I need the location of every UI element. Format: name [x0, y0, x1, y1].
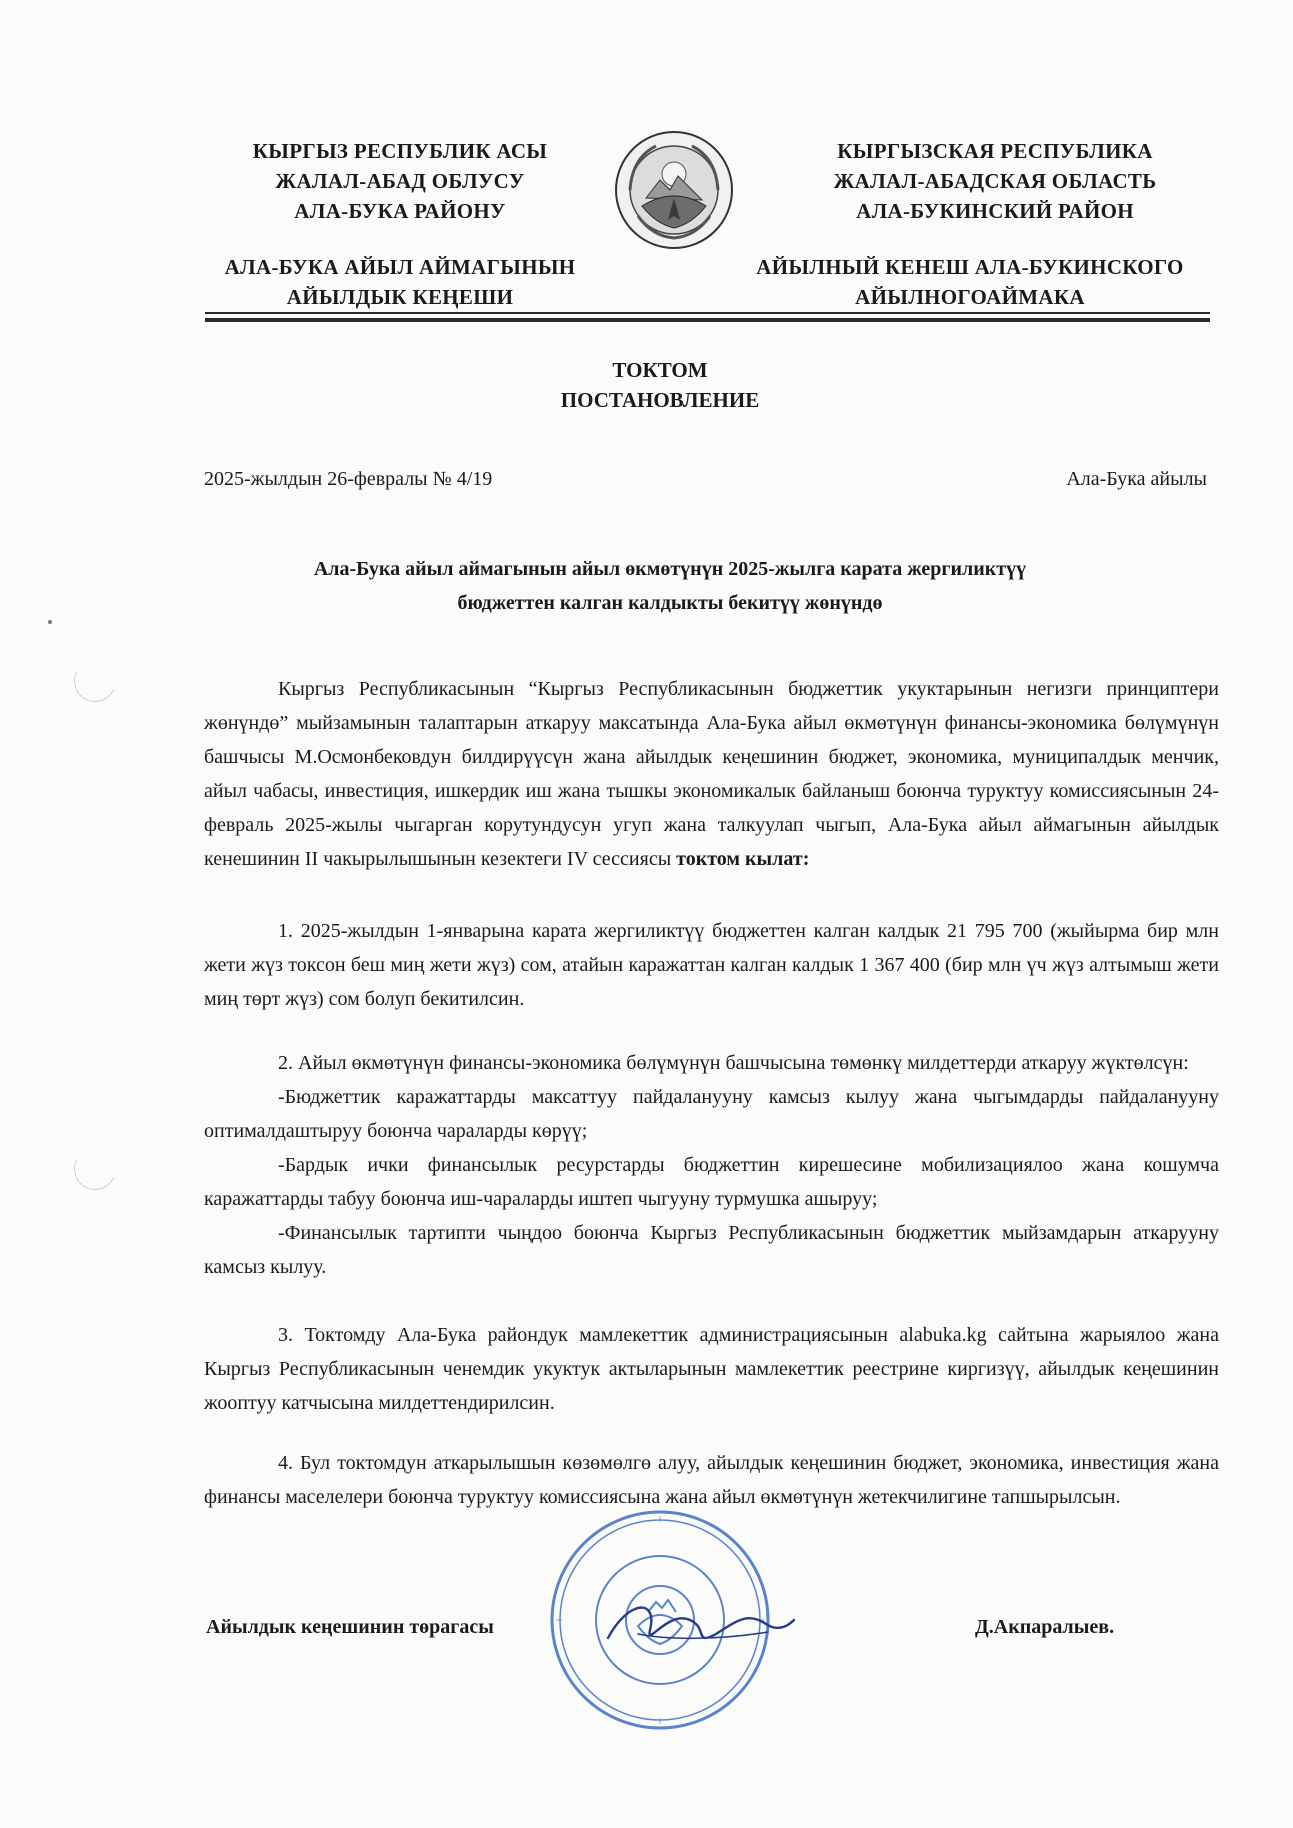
clause-1 [204, 914, 1219, 1016]
clause-2-item: -Финансылык тартипти чыңдоо боюнча Кыргыз Республикасынын бюджеттик мыйзамдарын аткарууну камсыз кылуу. [204, 1222, 1219, 1278]
signatory-name: Д.Акпаралыев. [975, 1616, 1115, 1638]
header-line: АЛА-БУКА РАЙОНУ [294, 199, 506, 223]
header-line: КЫРГЫЗСКАЯ РЕСПУБЛИКА [837, 139, 1153, 163]
header-line: АЛА-БУКА АЙЫЛ АЙМАГЫНЫН [224, 255, 576, 279]
document-place: Ала-Бука айылы [1066, 468, 1207, 490]
council-name-ru [730, 252, 1210, 312]
signatory-title: Айылдык кеңешинин төрагасы [206, 1616, 494, 1638]
document-type-kg: ТОКТОМ [612, 358, 708, 382]
punch-hole-mark [68, 1142, 122, 1196]
document-type-ru: ПОСТАНОВЛЕНИЕ [560, 388, 760, 412]
preamble-text: Кыргыз Республикасынын “Кыргыз Республикасынын бюджеттик укуктарынын негизги принциптери жөнүндө” мыйзамынын талаптарын аткаруу максатында Ала-Бука айыл өкмөтүнүн финансы-экономика бөлүмүнүн башчысы М.Осмонбековдун билдирүүсүн жана айылдык кеңешинин бюджет, экономика, муниципалдык менчик, айыл чабасы, инвестиция, ишкердик иш жана тышкы экономикалык байланыш боюнча туруктуу комиссиясынын 24-февраль 2025-жылы чыгарган корутундусун угуп жана талкуулап чыгып, Ала-Бука айыл аймагынын айылдык кенешинин II чакырылышынын кезектеги IV сессиясы [204, 678, 1219, 870]
clause-4-text: 4. Бул токтомдун аткарылышын көзөмөлгө алуу, айылдык кеңешинин бюджет, экономика, инвестиция жана финансы маселелери боюнча туруктуу комиссиясына жана айыл өкмөтүнүн жетекчилигине тапшырылсын. [204, 1452, 1219, 1508]
document-subject [240, 552, 1100, 620]
header-line: КЫРГЫЗ РЕСПУБЛИК АСЫ [252, 139, 548, 163]
clause-3 [204, 1318, 1219, 1420]
punch-hole-mark [68, 654, 122, 708]
header-line: АЙЫЛДЫК КЕҢЕШИ [286, 285, 514, 309]
clause-2-item: -Бюджеттик каражаттарды максаттуу пайдаланууну камсыз кылуу жана чыгымдарды пайдаланууну оптималдаштыруу боюнча чараларды көрүү; [204, 1086, 1219, 1142]
state-emblem-icon [612, 128, 736, 252]
clause-4 [204, 1446, 1219, 1514]
document-type [0, 355, 1293, 415]
clause-2 [204, 1046, 1219, 1284]
subject-line: бюджеттен калган калдыкты бекитүү жөнүндө [457, 592, 883, 614]
signature-icon [598, 1590, 798, 1660]
header-line: ЖАЛАЛ-АБАД ОБЛУСУ [275, 169, 525, 193]
clause-3-text: 3. Токтомду Ала-Бука райондук мамлекеттик администрациясынын alabuka.kg сайтына жарыялоо жана Кыргыз Республикасынын ченемдик укуктук актыларынын мамлекеттик реестрине киргизүү, айылдык кеңешинин жооптуу катчысына милдеттендирилсин. [204, 1324, 1219, 1414]
header-line: АЙЫЛНОГОАЙМАКА [855, 285, 1085, 309]
subject-line: Ала-Бука айыл аймагынын айыл өкмөтүнүн 2025-жылга карата жергиликтүү [313, 558, 1027, 580]
preamble-paragraph [204, 672, 1219, 876]
header-line: АЛА-БУКИНСКИЙ РАЙОН [856, 199, 1134, 223]
header-divider [205, 312, 1210, 314]
preamble-resolves: токтом кылат: [676, 848, 810, 870]
clause-2-item: -Бардык ички финансылык ресурстарды бюджеттин кирешесине мобилизациялоо жана кошумча каражаттарды табуу боюнча иш-чараларды иштеп чыгууну турмушка ашыруу; [204, 1154, 1219, 1210]
header-right-ru [785, 136, 1205, 226]
council-name-kg [190, 252, 610, 312]
header-line: АЙЫЛНЫЙ КЕНЕШ АЛА-БУКИНСКОГО [756, 255, 1184, 279]
scan-speck [48, 620, 52, 624]
header-divider [205, 318, 1210, 322]
clause-1-text: 1. 2025-жылдын 1-январына карата жергиликтүү бюджеттен калган калдык 21 795 700 (жыйырма бир млн жети жүз токсон беш миң жети жүз) сом, атайын каражаттан калган калдык 1 367 400 (бир млн үч жүз алтымыш жети миң төрт жүз) сом болуп бекитилсин. [204, 920, 1219, 1010]
header-line: ЖАЛАЛ-АБАДСКАЯ ОБЛАСТЬ [833, 169, 1157, 193]
document-date-number: 2025-жылдын 26-февралы № 4/19 [204, 468, 493, 490]
header-left-kg [190, 136, 610, 226]
clause-2-text: 2. Айыл өкмөтүнүн финансы-экономика бөлүмүнүн башчысына төмөнкү милдеттерди аткаруу жүктөлсүн: [278, 1052, 1189, 1074]
